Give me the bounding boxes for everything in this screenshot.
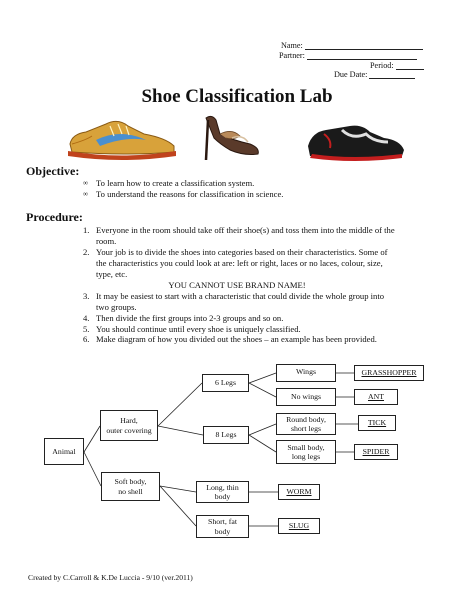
brand-warning: YOU CANNOT USE BRAND NAME! <box>168 280 306 290</box>
node-label: No wings <box>290 392 322 402</box>
bullet-icon: ∞ <box>83 190 88 198</box>
step-number: 2. <box>83 247 90 257</box>
node-label: short legs <box>290 424 322 433</box>
step-text: Then divide the first groups into 2-3 groups and so on. <box>96 313 284 323</box>
long-thin-body-node <box>196 481 249 503</box>
round-body-node <box>276 413 336 435</box>
node-label: no shell <box>118 486 143 496</box>
wings-node <box>276 364 336 382</box>
name-label: Name: <box>281 41 303 50</box>
step-text: Your job is to divide the shoes into categories based on their characteristics. Some of <box>96 247 388 257</box>
bullet-icon: ∞ <box>83 179 88 187</box>
eight-legs-node <box>203 426 249 444</box>
grasshopper-result: GRASSHOPPER <box>354 365 424 381</box>
step-text: You should continue until every shoe is uniquely classified. <box>96 324 301 334</box>
step-text: Everyone in the room should take off their shoe(s) and toss them into the middle of the <box>96 225 395 235</box>
period-label: Period: <box>370 61 394 70</box>
ant-result: ANT <box>354 389 398 405</box>
node-label: Long, thin <box>206 482 239 492</box>
node-label: 8 Legs <box>215 430 237 440</box>
node-label: 6 Legs <box>214 378 236 388</box>
procedure-heading: Procedure: <box>26 210 83 224</box>
step-number: 5. <box>83 324 90 334</box>
hard-outer-covering-node <box>100 410 158 441</box>
step-text: type, etc. <box>96 269 128 279</box>
node-label: body <box>214 492 231 501</box>
due-date-label: Due Date: <box>334 70 368 79</box>
soft-body-node <box>101 472 160 501</box>
node-label: Round body, <box>286 414 326 424</box>
objective-item-text: To learn how to create a classification system. <box>96 178 255 188</box>
small-body-node <box>276 440 336 464</box>
footer-credit: Created by C.Carroll & K.De Luccia - 9/10 (ver.2011) <box>28 573 193 582</box>
step-text: the characteristics you could look at are: left or right, laces or no laces, colour, size, <box>96 258 383 268</box>
objective-item-text: To understand the reasons for classification in science. <box>96 189 284 199</box>
step-number: 6. <box>83 334 90 344</box>
node-label: Animal <box>52 446 76 456</box>
step-text: two groups. <box>96 302 137 312</box>
node-label: Hard, <box>120 416 138 426</box>
animal-node <box>44 438 84 465</box>
step-number: 3. <box>83 291 90 301</box>
page-title: Shoe Classification Lab <box>141 86 333 107</box>
node-label: outer covering <box>106 425 152 435</box>
slug-result: SLUG <box>278 518 320 534</box>
node-label: Small body, <box>287 442 325 452</box>
worm-result: WORM <box>278 484 320 500</box>
spider-result: SPIDER <box>354 444 398 460</box>
six-legs-node <box>202 374 249 392</box>
node-label: Soft body, <box>114 477 147 487</box>
short-fat-body-node <box>196 515 249 538</box>
tick-result: TICK <box>358 415 396 431</box>
node-label: body <box>214 526 231 536</box>
objective-heading: Objective: <box>26 164 80 178</box>
step-text: room. <box>96 236 117 246</box>
step-text: Make diagram of how you divided out the shoes – an example has been provided. <box>96 334 377 344</box>
step-number: 1. <box>83 225 90 235</box>
node-label: Wings <box>295 367 317 376</box>
step-number: 4. <box>83 313 90 323</box>
partner-label: Partner: <box>279 51 305 60</box>
no-wings-node <box>276 388 336 406</box>
step-text: It may be easiest to start with a characteristic that could divide the whole group into <box>96 291 385 301</box>
node-label: long legs <box>291 452 321 461</box>
node-label: Short, fat <box>207 517 238 527</box>
